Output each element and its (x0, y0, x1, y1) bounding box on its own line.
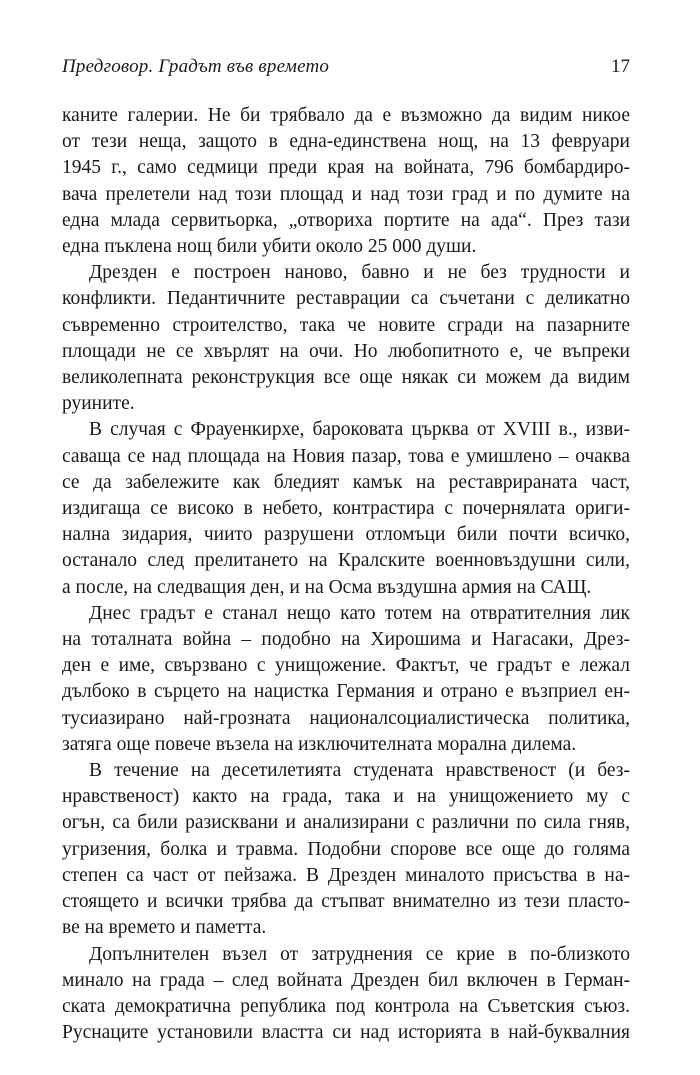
text-line: дълбоко в сърцето на нацистка Германия и отрано е възприел ен- (62, 681, 630, 703)
paragraph (62, 758, 630, 941)
running-title: Предговор. Градът във времето (62, 56, 330, 77)
text-line: В случая с Фрауенкирхе, бароковата църква от XVIII в., изви- (89, 419, 630, 441)
text-line: една пъклена нощ били убити около 25 000 души. (62, 236, 477, 258)
text-line: Днес градът е станал нещо като тотем на отвратителния лик (89, 602, 630, 624)
paragraph (62, 260, 630, 417)
text-line: затяга още повече възела на изключителната морална дилема. (62, 733, 577, 755)
body-text (62, 103, 630, 1046)
text-line: а после, на следващия ден, и на Осма въздушна армия на САЩ. (62, 576, 592, 598)
text-line: издигаща се високо в небето, контрастира с почернялата ориги- (62, 498, 630, 520)
paragraph (62, 103, 630, 260)
text-line: нална зидария, чиито разрушени отломъци били почти всичко, (62, 524, 630, 546)
text-line: конфликти. Педантичните реставрации са съчетани с деликатно (62, 288, 630, 310)
page-number: 17 (611, 56, 630, 77)
text-line: каните галерии. Не би трябвало да е възможно да видим никое (62, 105, 630, 126)
text-line: Допълнителен възел от затруднения се крие в по-близкото (89, 943, 630, 965)
text-line: 1945 г., само седмици преди края на войната, 796 бомбардиро- (62, 157, 630, 179)
text-line: останало след прелитането на Кралските военновъздушни сили, (62, 550, 630, 572)
paragraph (62, 601, 630, 758)
text-line: угризения, болка и травма. Подобни спорове все още до голяма (62, 838, 630, 860)
text-line: площади не се хвърлят на очи. Но любопитното е, че въпреки (62, 340, 630, 362)
text-line: В течение на десетилетията студената нравственост (и без- (89, 760, 630, 782)
running-head (62, 56, 630, 86)
text-line: от тези неща, защото в една-единствена нощ, на 13 февруари (62, 131, 630, 153)
text-line: ската демократична република под контрола на Съветския съюз. (62, 995, 630, 1017)
text-line: саваща се над площада на Новия пазар, това е умишлено – очаква (62, 445, 630, 467)
text-line: руините. (62, 393, 135, 415)
text-line: тусиазирано най-грозната националсоциалистическа политика, (62, 707, 630, 729)
text-line: на тоталната война – подобно на Хирошима и Нагасаки, Дрез- (62, 629, 630, 651)
text-line: нравственост) както на града, така и на унищожението му с (62, 786, 630, 808)
text-line: стоящето и всички трябва да стъпват внимателно из тези пласто- (62, 891, 630, 913)
text-line: Дрезден е построен наново, бавно и не без трудности и (89, 262, 630, 284)
text-line: съвременно строителство, така че новите сгради на пазарните (62, 314, 630, 336)
text-line: вача прелетели над този площад и над този град и по думите на (62, 183, 630, 205)
text-line: ден е име, свързвано с унищожение. Фактът, че градът е лежал (62, 655, 630, 677)
text-line: се да забележите как бледият камък на реставрираната част, (62, 471, 630, 493)
text-line: огън, са били разисквани и анализирани с различни по сила гняв, (62, 812, 630, 834)
text-line: ве на времето и паметта. (62, 917, 267, 939)
text-line: една млада сервитьорка, „отвориха портите на ада“. През тази (62, 209, 630, 231)
text-line: степен са част от пейзажа. В Дрезден миналото присъства в на- (62, 864, 630, 886)
text-line: Руснаците установили властта си над историята в най-буквалния (62, 1022, 630, 1044)
paragraph (62, 417, 630, 600)
text-line: минало на града – след войната Дрезден бил включен в Герман- (62, 969, 630, 991)
paragraph (62, 942, 630, 1047)
text-line: великолепната реконструкция все още някак си можем да видим (62, 367, 630, 389)
